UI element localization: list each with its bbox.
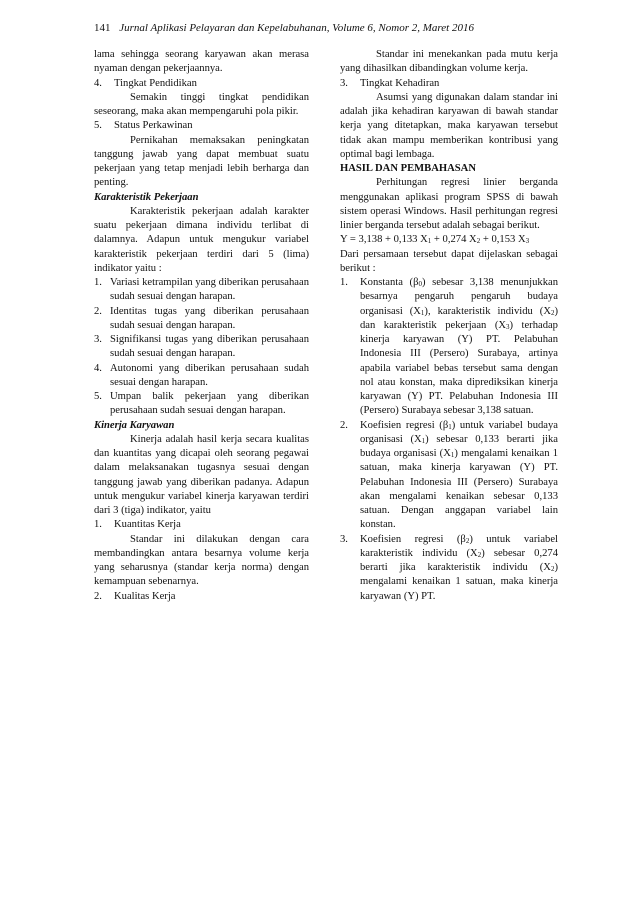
regression-equation: Y = 3,138 + 0,133 $X_1 + 0,274$ $X_2 + 0,153$ $X_3$: [340, 234, 530, 246]
right-column: [340, 48, 558, 604]
paragraph: Asumsi yang digunakan dalam standar ini adalah jika kehadiran karyawan di bawah standar kerja yang ditetapkan, maka karyawan tersebut tidak akan mampu memberikan kontribusi yang optimal bagi lembaga.: [340, 91, 558, 160]
paragraph: Perhitungan regresi linier berganda menggunakan aplikasi program SPSS di bawah sistem operasi Windows. Hasil perhitungan regresi linier berganda tersebut adalah sebagai berikut.: [340, 177, 558, 231]
explanation-list: [340, 276, 558, 604]
paragraph: Karakteristik pekerjaan adalah karakter suatu pekerjaan dimana individu terlibat di dalamnya. Adapun untuk mengukur variabel karakteristik pekerjaan terdiri dari 5 (lima) indikator yaitu :: [94, 205, 309, 274]
list-item: 2. Identitas tugas yang diberikan perusahaan sudah sesuai dengan harapan.: [94, 305, 309, 331]
running-header: [94, 22, 554, 34]
paragraph: Standar ini dilakukan dengan cara membandingkan antara besarnya volume kerja yang seharusnya (standar kerja norma) dengan kemampuan sebenarnya.: [94, 533, 309, 588]
paragraph: Pernikahan memaksakan peningkatan tanggung jawab yang dapat membuat suatu pekerjaan yang tetap menjadi lebih berharga dan penting.: [94, 134, 309, 189]
section-heading-karakteristik: Karakteristik Pekerjaan: [94, 191, 199, 203]
paragraph: Standar ini menekankan pada mutu kerja yang dihasilkan dibandingkan volume kerja.: [340, 49, 558, 75]
paragraph: Dari persamaan tersebut dapat dijelaskan sebagai berikut :: [340, 248, 558, 274]
list-item: 1. Konstanta $(\beta_0)$ sebesar 3,138 menunjukkan besarnya pengaruh pengaruh budaya organisasi $(X_1)$, karakteristik individu $(X_2)$ dan karakteristik pekerjaan $(X_3)$ terhadap kinerja karyawan (Y) PT. Pelabuhan Indonesia III (Persero) Surabaya, artinya apabila variabel bebas tersebut sama dengan nol atau konstan, maka diprediksikan kinerja karyawan (Y) PT. Pelabuhan Indonesia III (Persero) Surabaya sebesar 3,138 satuan.: [340, 277, 558, 417]
section-heading-kinerja: Kinerja Karyawan: [94, 419, 175, 431]
subheading-tingkat-kehadiran: 3. Tingkat Kehadiran: [340, 77, 440, 89]
list-item: 3. Koefisien regresi $(\beta_2)$ untuk variabel karakteristik individu $(X_2)$ sebesar 0,274 berarti jika karakteristik individu $(X_2)$ mengalami kenaikan 1 satuan, maka kinerja karyawan (Y) PT.: [340, 533, 558, 602]
list-item: 5. Umpan balik pekerjaan yang diberikan perusahaan sudah sesuai dengan harapan.: [94, 391, 309, 417]
paragraph: lama sehingga seorang karyawan akan merasa nyaman dengan pekerjaannya.: [94, 49, 309, 75]
list-item: 3. Signifikansi tugas yang diberikan perusahaan sudah sesuai dengan harapan.: [94, 334, 309, 360]
paragraph: Kinerja adalah hasil kerja secara kualitas dan kuantitas yang dicapai oleh seorang pegawai dalam melaksanakan tugasnya sesuai dengan tanggung jawab yang diberikan padanya. Adapun untuk mengukur variabel kinerja karyawan terdiri dari 3 (tiga) indikator, yaitu: [94, 433, 309, 516]
subheading-tingkat-pendidikan: 4. Tingkat Pendidikan: [94, 77, 197, 89]
subheading-status-perkawinan: 5. Status Perkawinan: [94, 120, 193, 132]
indicator-list: [94, 276, 309, 419]
list-item: 2. Koefisien regresi $(\beta_1)$ untuk variabel budaya organisasi $(X_1)$ sebesar 0,133 berarti jika budaya organisasi $(X_1)$ mengalami kenaikan 1 satuan, maka kinerja karyawan (Y) PT. Pelabuhan Indonesia III (Persero) Surabaya akan mengalami kenaikan sebesar 0,133 satuan. Dengan anggapan variabel lain konstan.: [340, 419, 559, 531]
journal-title: Jurnal Aplikasi Pelayaran dan Kepelabuhanan, Volume 6, Nomor 2, Maret 2016: [119, 22, 474, 34]
subheading-kuantitas-kerja: 1. Kuantitas Kerja: [94, 519, 181, 531]
page-number: 141: [94, 22, 111, 34]
subheading-kualitas-kerja: 2. Kualitas Kerja: [94, 590, 176, 602]
list-item: 4. Autonomi yang diberikan perusahaan sudah sesuai dengan harapan.: [94, 362, 309, 388]
left-column: [94, 48, 309, 604]
list-item: 1. Variasi ketrampilan yang diberikan perusahaan sudah sesuai dengan harapan.: [94, 277, 309, 303]
paragraph: Semakin tinggi tingkat pendidikan seseorang, maka akan mempengaruhi pola pikir.: [94, 91, 309, 117]
section-heading-hasil: HASIL DAN PEMBAHASAN: [340, 163, 476, 174]
